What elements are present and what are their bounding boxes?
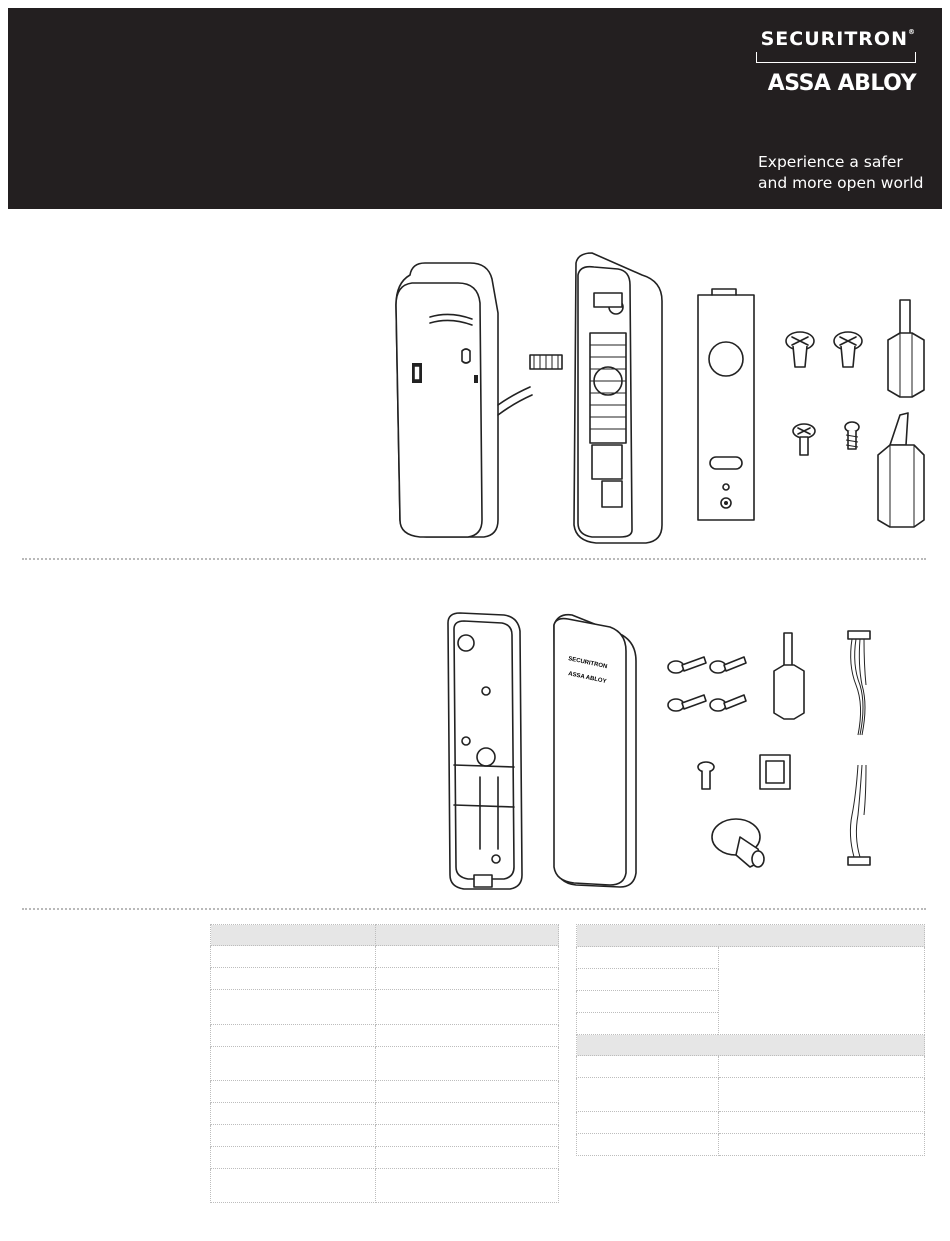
table-row	[211, 1125, 559, 1147]
specifications-table	[210, 924, 559, 1203]
section-divider-2	[22, 908, 926, 910]
section-divider-1	[22, 558, 926, 560]
table-row	[211, 1169, 559, 1203]
table-header-row	[577, 1035, 925, 1056]
flat-head-screws-drawing	[786, 332, 862, 367]
tagline-line-2: and more open world	[758, 174, 924, 192]
backplate-drawing	[448, 613, 522, 889]
brand-name: SECURITRON	[760, 28, 908, 50]
table-header-row	[211, 925, 559, 946]
table-row	[577, 1134, 925, 1156]
svg-text:ASSA ABLOY: ASSA ABLOY	[567, 671, 607, 686]
wiring-harness-drawing	[848, 631, 870, 865]
table-row	[211, 968, 559, 990]
mounting-plate-drawing	[698, 289, 754, 520]
bushing-drawing	[760, 755, 790, 789]
table-row	[577, 1078, 925, 1112]
table-row	[577, 1056, 925, 1078]
table-row	[577, 947, 925, 969]
brand-logo	[756, 28, 916, 96]
parent-brand-name: ASSA ABLOY	[767, 71, 916, 96]
table-row	[577, 1112, 925, 1134]
reader-cover-drawing	[396, 263, 562, 537]
tagline-line-1: Experience a safer	[758, 153, 903, 171]
mounting-kit-illustration	[440, 605, 880, 900]
front-cover-drawing	[554, 615, 636, 887]
table-row	[211, 1081, 559, 1103]
brand-registered-mark: ®	[908, 28, 916, 36]
table-row	[211, 1047, 559, 1081]
security-bits-drawing	[878, 300, 924, 527]
table-row	[211, 946, 559, 968]
table-row	[211, 1147, 559, 1169]
tagline	[758, 152, 923, 194]
pan-head-screws-drawing	[793, 422, 859, 455]
grommet-drawing	[712, 819, 764, 867]
reader-base-drawing	[574, 253, 662, 543]
table-row	[211, 1025, 559, 1047]
reader-exploded-illustration	[380, 245, 940, 550]
table-header-row	[577, 925, 925, 947]
compatibility-table	[576, 924, 925, 1156]
table-row	[211, 1103, 559, 1125]
table-row	[211, 990, 559, 1025]
security-bit-drawing	[774, 633, 804, 719]
logo-divider	[756, 52, 916, 63]
small-screw-drawing	[698, 762, 714, 789]
wood-screws-drawing	[668, 657, 746, 711]
svg-text:SECURITRON: SECURITRON	[567, 656, 608, 671]
header-banner	[8, 8, 942, 209]
